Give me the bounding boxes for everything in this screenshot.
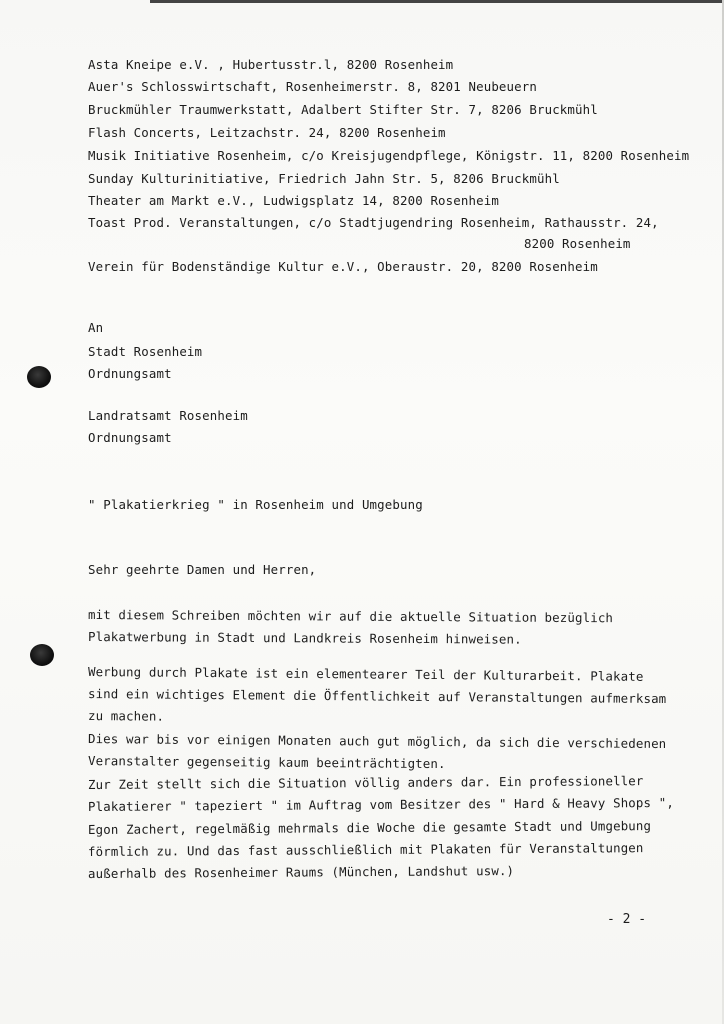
body-line: förmlich zu. Und das fast ausschließlich mit Plakaten für Veranstaltungen bbox=[87, 840, 644, 859]
body-line: Egon Zachert, regelmäßig mehrmals die Woche die gesamte Stadt und Umgebung bbox=[87, 818, 652, 837]
address-line: Bruckmühler Traumwerkstatt, Adalbert Stifter Str. 7, 8206 Bruckmühl bbox=[88, 102, 598, 117]
body-line: Zur Zeit stellt sich die Situation völlig anders dar. Ein professioneller bbox=[87, 773, 644, 792]
address-line: Toast Prod. Veranstaltungen, c/o Stadtjugendring Rosenheim, Rathausstr. 24, bbox=[88, 215, 659, 230]
page-number: - 2 - bbox=[607, 912, 647, 927]
address-line: Auer's Schlosswirtschaft, Rosenheimerstr. 8, 8201 Neubeuern bbox=[88, 79, 537, 94]
address-line: Musik Initiative Rosenheim, c/o Kreisjugendpflege, Königstr. 11, 8200 Rosenheim bbox=[88, 148, 690, 163]
body-line: Plakatierer " tapeziert " im Auftrag vom Besitzer des " Hard & Heavy Shops ", bbox=[87, 794, 675, 814]
recipient-line: Landratsamt Rosenheim bbox=[88, 408, 248, 423]
body-line: Veranstalter gegenseitig kaum beeinträchtigten. bbox=[87, 753, 446, 772]
address-line: Verein für Bodenständige Kultur e.V., Oberaustr. 20, 8200 Rosenheim bbox=[88, 259, 598, 274]
body-line: mit diesem Schreiben möchten wir auf die aktuelle Situation bezüglich bbox=[87, 607, 614, 626]
recipient-line: Ordnungsamt bbox=[88, 430, 172, 445]
salutation: Sehr geehrte Damen und Herren, bbox=[88, 562, 317, 577]
recipient-line: Stadt Rosenheim bbox=[88, 344, 203, 359]
body-line: Werbung durch Plakate ist ein elementearer Teil der Kulturarbeit. Plakate bbox=[87, 664, 644, 684]
body-line: Dies war bis vor einigen Monaten auch gut möglich, da sich die verschiedenen bbox=[87, 731, 667, 752]
address-line: Asta Kneipe e.V. , Hubertusstr.l, 8200 Rosenheim bbox=[88, 57, 454, 72]
address-line: 8200 Rosenheim bbox=[524, 236, 631, 251]
recipient-an: An bbox=[88, 320, 104, 335]
body-line: zu machen. bbox=[87, 708, 165, 724]
address-line: Theater am Markt e.V., Ludwigsplatz 14, 8200 Rosenheim bbox=[88, 193, 499, 208]
address-line: Flash Concerts, Leitzachstr. 24, 8200 Rosenheim bbox=[88, 125, 446, 140]
body-line: Plakatwerbung in Stadt und Landkreis Rosenheim hinweisen. bbox=[87, 629, 522, 647]
body-line: außerhalb des Rosenheimer Raums (München, Landshut usw.) bbox=[87, 863, 515, 881]
address-line: Sunday Kulturinitiative, Friedrich Jahn Str. 5, 8206 Bruckmühl bbox=[88, 171, 560, 186]
recipient-line: Ordnungsamt bbox=[88, 366, 172, 381]
body-line: sind ein wichtiges Element die Öffentlichkeit auf Veranstaltungen aufmerksam bbox=[87, 686, 667, 707]
subject-line: " Plakatierkrieg " in Rosenheim und Umgebung bbox=[88, 497, 423, 512]
